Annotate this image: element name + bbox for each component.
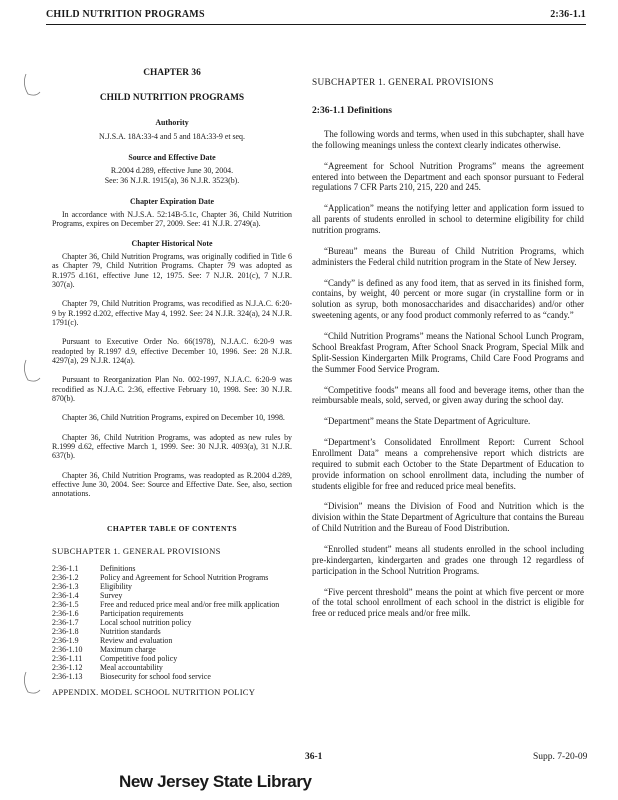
toc-entry-number: 2:36-1.11: [52, 653, 83, 663]
definition-paragraph: The following words and terms, when used in this subchapter, shall have the following meanings unless the context clearly indicates otherwise.: [312, 129, 584, 150]
toc-entry-number: 2:36-1.8: [52, 626, 79, 636]
toc-entry-label: Eligibility: [100, 581, 133, 591]
definition-paragraph: “Application” means the notifying letter and application form issued to all parents of students enrolled in school to determine eligibility for child nutrition programs.: [312, 203, 584, 236]
chapter-title: CHILD NUTRITION PROGRAMS: [99, 93, 245, 104]
toc-entry-number: 2:36-1.5: [52, 599, 79, 609]
definition-paragraph: “Enrolled student” means all students enrolled in the school including pre-kindergarten, kindergarten and grades one through 12 regardless of participation in the School Nutrition Programs.: [312, 543, 584, 576]
running-header-title: CHILD NUTRITION PROGRAMS: [46, 9, 205, 20]
source-text-line: See: 36 N.J.R. 1915(a), 36 N.J.R. 3523(b).: [104, 175, 240, 185]
toc-entry-number: 2:36-1.12: [52, 662, 83, 672]
source-text: [52, 166, 292, 185]
toc-entry-number: 2:36-1.3: [52, 581, 79, 591]
toc-entry-number: 2:36-1.7: [52, 617, 79, 627]
toc-entry[interactable]: [52, 609, 292, 618]
running-header-section: 2:36-1.1: [550, 9, 586, 20]
toc-entry-number: 2:36-1.13: [52, 671, 83, 681]
toc-entry-label: Meal accountability: [100, 662, 163, 672]
toc-entry-label: Free and reduced price meal and/or free milk application: [100, 599, 280, 609]
definition-paragraph: “Division” means the Division of Food and Nutrition which is the division within the State Department of Agriculture that contains the Bureau of Child Nutrition and the Bureau of Food Distribution.: [312, 501, 584, 534]
historical-note-paragraph: Pursuant to Reorganization Plan No. 002-1997, N.J.A.C. 6:20-9 was recodified as N.J.A.C. 2:36, effective February 10, 1998. See: 30 N.J.R. 870(b).: [52, 375, 292, 404]
punch-hole-mark: [20, 668, 42, 696]
historical-note-paragraph: Pursuant to Executive Order No. 66(1978), N.J.A.C. 6:20-9 was readopted by R.1997 d.9, effective December 10, 1996. See: 28 N.J.R. 4297(a), 29 N.J.R. 124(a).: [52, 337, 292, 366]
table-of-contents: [52, 564, 292, 681]
definition-paragraph: “Candy” is defined as any food item, that as served in its finished form, contains, by weight, 40 percent or more sugar (in crystalline form or in solution as syrup, both monosaccharides and disaccharides) and/or other sweetening agents, or any food product commonly referred to as “candy.”: [312, 277, 584, 321]
toc-entry-label: Local school nutrition policy: [100, 617, 192, 627]
expiration-heading: Chapter Expiration Date: [129, 196, 215, 206]
toc-entry-label: Review and evaluation: [100, 635, 173, 645]
library-watermark: New Jersey State Library: [119, 772, 312, 791]
toc-entry-label: Competitive food policy: [100, 653, 178, 663]
toc-entry-label: Maximum charge: [100, 644, 156, 654]
source-text-line: R.2004 d.289, effective June 30, 2004.: [110, 166, 234, 176]
left-column: [52, 68, 292, 697]
toc-entry-label: Nutrition standards: [100, 626, 161, 636]
toc-entry[interactable]: [52, 618, 292, 627]
toc-entry-label: Policy and Agreement for School Nutrition Programs: [100, 572, 269, 582]
toc-subchapter-heading: SUBCHAPTER 1. GENERAL PROVISIONS: [52, 545, 221, 556]
table-of-contents-heading: CHAPTER TABLE OF CONTENTS: [107, 523, 237, 533]
subchapter-heading: SUBCHAPTER 1. GENERAL PROVISIONS: [312, 78, 494, 88]
historical-note-paragraph: Chapter 36, Child Nutrition Programs, expired on December 10, 1998.: [62, 413, 285, 423]
definition-paragraph: “Child Nutrition Programs” means the National School Lunch Program, School Breakfast Program, After School Snack Program, Special Milk and Split-Session Kindergarten Milk Programs, Child Care Food Programs and the Summer Food Service Program.: [312, 331, 584, 374]
toc-entry[interactable]: [52, 627, 292, 636]
toc-appendix[interactable]: APPENDIX. MODEL SCHOOL NUTRITION POLICY: [52, 686, 256, 697]
toc-entry-number: 2:36-1.9: [52, 635, 79, 645]
definition-paragraph: “Agreement for School Nutrition Programs” means the agreement entered into between the Department and each sponsor pursuant to Federal regulations 7 CFR Parts 210, 215, 220 and 245.: [312, 160, 584, 193]
toc-entry-label: Definitions: [100, 563, 136, 573]
toc-entry-label: Survey: [100, 590, 123, 600]
header-rule: [46, 24, 586, 25]
section-heading: 2:36-1.1 Definitions: [312, 105, 392, 117]
toc-entry-number: 2:36-1.1: [52, 563, 79, 573]
toc-entry[interactable]: [52, 573, 292, 582]
historical-note-heading: Chapter Historical Note: [131, 238, 213, 248]
historical-note-paragraph: Chapter 79, Child Nutrition Programs, was recodified as N.J.A.C. 6:20-9 by R.1992 d.202, effective May 4, 1992. See: 24 N.J.R. 324(a), 24 N.J.R. 1791(c).: [52, 299, 292, 328]
toc-entry[interactable]: [52, 600, 292, 609]
running-header: [46, 6, 586, 22]
toc-entry-label: Participation requirements: [100, 608, 184, 618]
toc-entry[interactable]: [52, 654, 292, 663]
toc-entry[interactable]: [52, 636, 292, 645]
authority-heading: Authority: [155, 118, 189, 128]
expiration-text: In accordance with N.J.S.A. 52:14B-5.1c, Chapter 36, Child Nutrition Programs, expires on December 27, 2009. See: 41 N.J.R. 2749(a).: [52, 210, 292, 229]
right-column: [312, 66, 584, 629]
toc-entry-number: 2:36-1.4: [52, 590, 79, 600]
punch-hole-mark: [20, 70, 42, 98]
toc-entry-number: 2:36-1.2: [52, 572, 79, 582]
definition-paragraph: “Five percent threshold” means the point at which five percent or more of the total school enrollment of each school in the district is eligible for free or reduced price meals and/or free milk.: [312, 586, 584, 619]
definition-paragraph: “Department’s Consolidated Enrollment Report: Current School Enrollment Data” means a comprehensive report which districts are required to submit each October to the State Department of Education to provide information on school enrollment data, including the number of students eligible for free and reduced price meal benefits.: [312, 437, 584, 491]
historical-note-paragraph: Chapter 36, Child Nutrition Programs, was readopted as R.2004 d.289, effective June 30, 2004. See: Source and Effective Date. See, also, section annotations.: [52, 470, 292, 499]
toc-entry-number: 2:36-1.6: [52, 608, 79, 618]
toc-entry-number: 2:36-1.10: [52, 644, 83, 654]
punch-hole-mark: [20, 356, 42, 384]
toc-entry-label: Biosecurity for school food service: [100, 671, 211, 681]
toc-entry[interactable]: [52, 645, 292, 654]
definition-paragraph: “Bureau” means the Bureau of Child Nutrition Programs, which administers the Federal child nutrition program in the State of New Jersey.: [312, 245, 584, 267]
definition-paragraph: “Department” means the State Department of Agriculture.: [324, 416, 531, 427]
toc-entry[interactable]: [52, 564, 292, 573]
toc-entry[interactable]: [52, 591, 292, 600]
toc-entry[interactable]: [52, 582, 292, 591]
definition-paragraph: “Competitive foods” means all food and beverage items, other than the reimbursable meals, sold, served, or given away during the school day.: [312, 384, 584, 406]
supplement-date: Supp. 7-20-09: [533, 752, 588, 762]
toc-entry[interactable]: [52, 663, 292, 672]
page-number: 36-1: [305, 752, 323, 762]
source-heading: Source and Effective Date: [128, 152, 216, 162]
historical-note-paragraph: Chapter 36, Child Nutrition Programs, was originally codified in Title 6 as Chapter 79, Child Nutrition Programs. Chapter 79 was adopted as R.1975 d.161, effective June 12, 1975. See: 7 N.J.R. 201(c), 7 N.J.R. 307(a).: [52, 252, 292, 290]
chapter-number: CHAPTER 36: [143, 68, 201, 78]
historical-note-paragraph: Chapter 36, Child Nutrition Programs, was adopted as new rules by R.1999 d.62, effective March 1, 1999. See: 30 N.J.R. 4093(a), 31 N.J.R. 637(b).: [52, 432, 292, 461]
authority-text: N.J.S.A. 18A:33-4 and 5 and 18A:33-9 et seq.: [99, 131, 245, 141]
toc-entry[interactable]: [52, 672, 292, 681]
